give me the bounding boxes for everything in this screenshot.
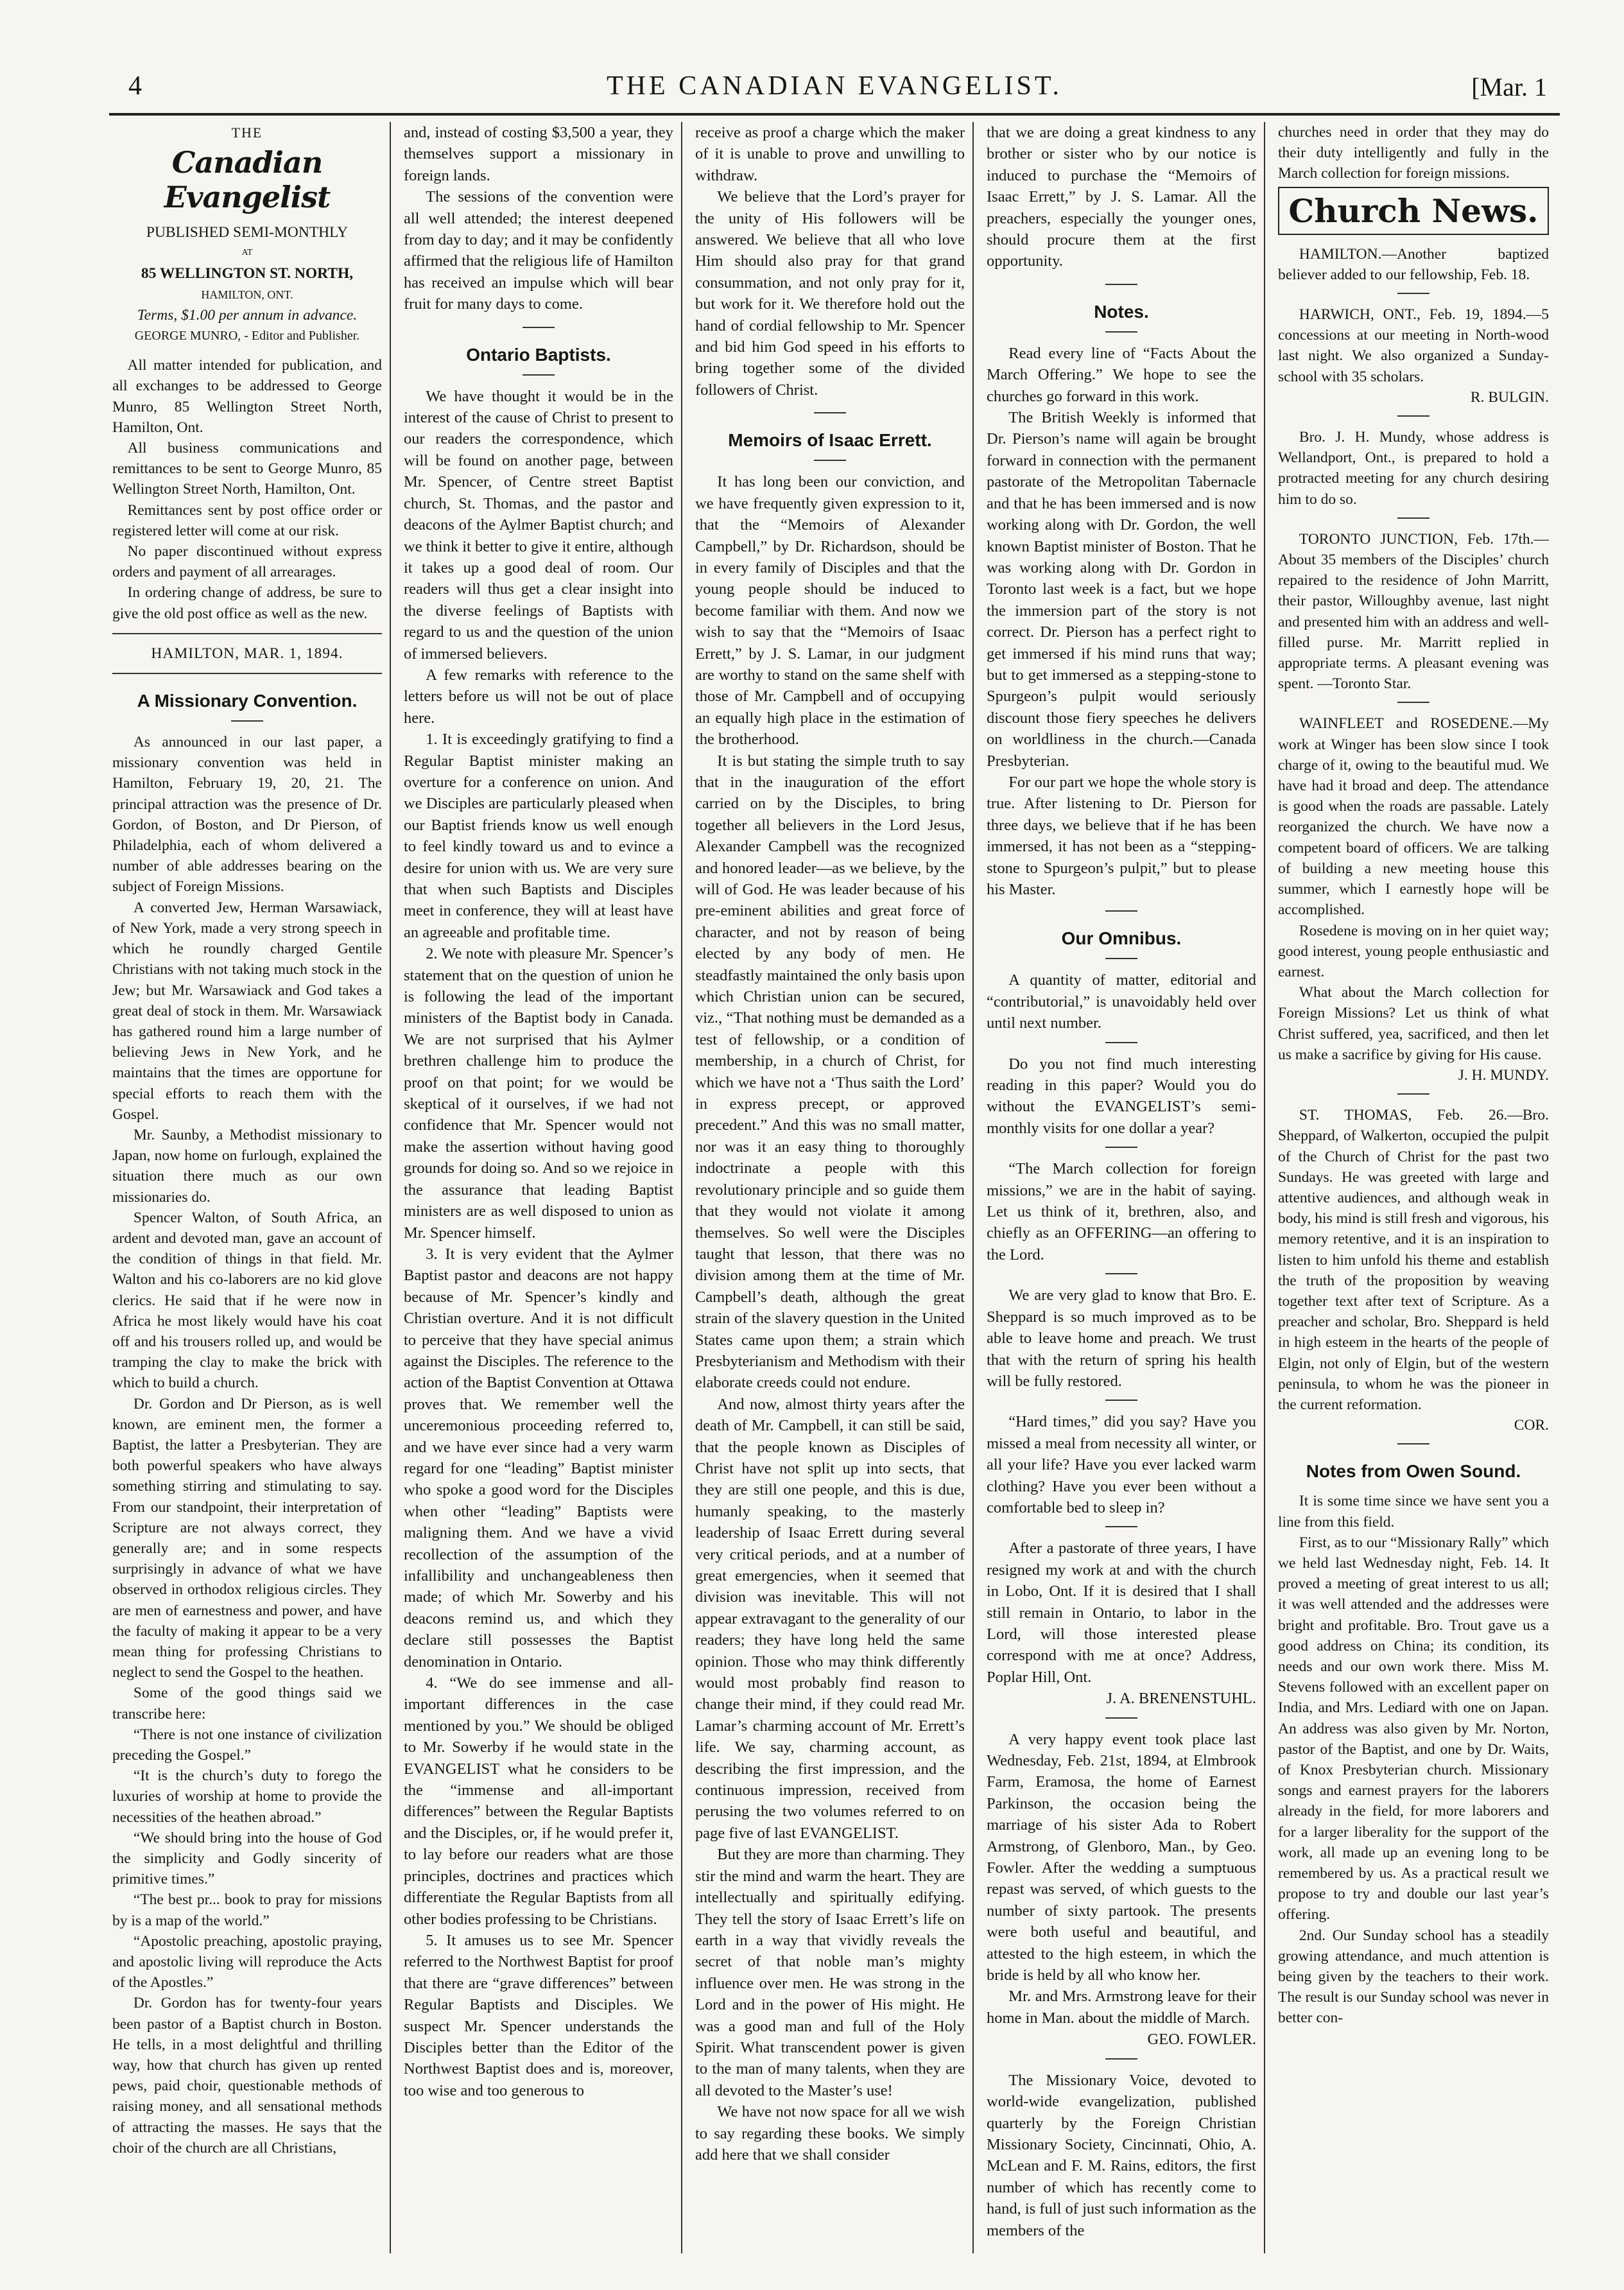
masthead-notice: In ordering change of address, be sure to give the old post office as well as the new. [112,584,382,622]
paragraph: For our part we hope the whole story is true. After listening to Dr. Pierson for three days, we believe that if he has been immersed, it has not been as a “stepping-stone to Spurgeon’s pulpit,” but to please his Master. [987,773,1256,898]
divider [1105,284,1137,285]
masthead-title: Canadian Evangelist [164,145,331,214]
paragraph: that we are doing a great kindness to any brother or sister who by our notice is induced to purchase the “Memoirs of Isaac Errett,” by J. S. Lamar. All the preachers, especially the younger ones, should procure them at the first opportunity. [987,124,1256,270]
paragraph: Read every line of “Facts About the March Offering.” We hope to see the churches go forward in this work. [987,344,1256,405]
paragraph: “Hard times,” did you say? Have you missed a meal from necessity all winter, or all your life? Have you ever lacked warm clothing? Have you ever been without a comfortable bed to sleep in? [987,1413,1256,1516]
divider [1105,1042,1137,1043]
paragraph: After a pastorate of three years, I have resigned my work at and with the church in Lobo, Ont. If it is desired that I shall still remain in Ontario, to labor in the Lord, will those interested please correspond with me at once? Address, Poplar Hill, Ont. [987,1540,1256,1686]
paragraph: TORONTO JUNCTION, Feb. 17th.—About 35 members of the Disciples’ church repaired to the residence of John Marritt, their pastor, Willoughby avenue, last night and presented him with an address and well-filled purse. Mr. Marritt replied in appropriate terms. A pleasant evening was spent. —Toronto Star. [1278,530,1549,693]
column-5 [1278,122,1557,2253]
church-news-title: Church News. [1288,191,1539,230]
newspaper-columns [112,122,1557,2253]
masthead-notice: Remittances sent by post office order or registered letter will come at our risk. [112,501,382,539]
divider [814,412,846,413]
divider [1105,1717,1137,1719]
header-rule [109,113,1560,116]
paragraph: ST. THOMAS, Feb. 26.—Bro. Sheppard, of Walkerton, occupied the pulpit of the Church of Christ for the past two Sundays. He was greeted with large and attentive audiences, and although weak in body, his mind is still fresh and vigorous, his memory retentive, and it is an inspiration to listen to him unfold his theme and establish the truth of the proposition by weaving together text after text of Scripture. As a preacher and scholar, Bro. Sheppard is held in high esteem in the hearts of the people of Elgin, not only of Elgin, but of the western peninsula, to whom he was the pioneer in the current reformation. [1278,1107,1549,1413]
signature: GEO. FOWLER. [1147,2031,1256,2049]
paragraph: A few remarks with reference to the letters before us will not be out of place here. [404,666,673,727]
paragraph: A converted Jew, Herman Warsawiack, of New York, made a very strong speech in which he roundly charged Gentile Christians with not taking much stock in the Jew; but Mr. Warsawiack and God takes a great deal of stock in them. Mr. Warsawiack has gathered round him a large number of believing Jews in New York, and he maintains that the times are opportune for special efforts to reach them with the Gospel. [112,899,382,1123]
paragraph: As announced in our last paper, a missionary convention was held in Hamilton, February 19, 20, 21. The principal attraction was the presence of Dr. Gordon, of Boston, and Dr Pierson, of Philadelphia, each of whom delivered a number of able addresses bearing on the subject of Foreign Missions. [112,734,382,896]
divider [112,673,382,674]
masthead-notice: All matter intended for publication, and all exchanges to be addressed to George Munro, 85 Wellington Street North, Hamilton, Ont. [112,357,382,436]
divider [1397,1093,1430,1095]
issue-date: [Mar. 1 [1471,73,1547,101]
divider [112,633,382,634]
divider [1105,1147,1137,1148]
masthead-notice: No paper discontinued without express orders and payment of all arrearages. [112,543,382,581]
paragraph: First, as to our “Missionary Rally” which we held last Wednesday night, Feb. 14. It proved a meeting of great interest to us all; it was well attended and the addresses were bright and profitable. Bro. Trout gave us a good address on China; its condition, its needs and our own work there. Miss M. Stevens followed with an excellent paper on India, and Mrs. Lediard with one on Japan. An address was also given by Mr. Norton, pastor of the Baptist, and one by Dr. Waits, of Knox Presbyterian church. Missionary songs and earnest prayers for the laborers already in the field, for more laborers and for a larger liberality for the support of the work, all made up an evening long to be remembered by us. As a practical result we propose to try and double our last year’s offering. [1278,1534,1549,1923]
column-2 [404,122,682,2253]
divider [814,460,846,461]
column-1 [112,122,391,2253]
column-4 [987,122,1265,2253]
article-heading: A Missionary Convention. [137,691,358,711]
paragraph: It is some time since we have sent you a line from this field. [1278,1493,1549,1531]
paragraph: The British Weekly is informed that Dr. Pierson’s name will again be brought forward in connection with the permanent pastorate of the Metropolitan Tabernacle and that he has been immersed and is now working along with Dr. Gordon, the well known Baptist minister of Boston. That he was working along with Dr. Gordon in Toronto last week is a fact, but we hope the immersion part of the story is not correct. Dr. Pierson has a perfect right to get immersed if his mind runs that way; but to get immersed as a stepping-stone to Spurgeon’s pulpit would seriously discount those fiery speeches he delivers on worldliness in the church.—Canada Presbyterian. [987,409,1256,770]
divider [523,374,555,376]
page-header [109,64,1560,109]
paragraph: “Apostolic preaching, apostolic praying, and apostolic living will reproduce the Acts of the Apostles.” [112,1932,382,1991]
paragraph: Dr. Gordon and Dr Pierson, as is well known, are eminent men, the former a Baptist, the latter a Presbyterian. They are both powerful speakers who have always something stirring and stimulating to say. From our standpoint, their interpretation of Scripture are not always correct, they generally are; and in some respects surprisingly in advance of what we have observed in orthodox religious circles. They are men of earnestness and power, and have the faculty of making it appear to be a very mean thing for professing Christians to neglect to send the Gospel to the heathen. [112,1395,382,1681]
paragraph: We believe that the Lord’s prayer for the unity of His followers will be answered. We believe that all who love Him should also pray for that grand consummation, and not only pray for it, but work for it. We therefore hold out the hand of cordial fellowship to Mr. Spencer and bid him God speed in his efforts to bring together some of the divided followers of Christ. [695,188,965,399]
divider [231,720,263,722]
masthead-city: HAMILTON, ONT. [201,288,293,301]
paragraph: Dr. Gordon has for twenty-four years been pastor of a Baptist church in Boston. He tells, in a most delightful and thrilling way, how that church has given up rented pews, paid choir, questionable methods of raising money, and all sensational methods of attracting the masses. He says that the choir of the church are all Christians, [112,1995,382,2156]
paragraph: receive as proof a charge which the maker of it is unable to prove and unwilling to withdraw. [695,124,965,184]
paragraph: HARWICH, ONT., Feb. 19, 1894.—5 concessions at our meeting in North-wood last night. We also organized a Sunday-school with 35 scholars. [1278,306,1549,385]
divider [1397,517,1430,519]
masthead-at: AT [241,248,253,258]
paragraph: 2. We note with pleasure Mr. Spencer’s statement that on the question of union he is following the lead of the important ministers of the Baptist body in Canada. We are not surprised that his Aylmer brethren challenge him to produce the proof on that point; for we would be skeptical of it ourselves, if we had not confidence that Mr. Spencer would not make the assertion without having good grounds for doing so. And so we rejoice in the assurance that leading Baptist ministers are as well disposed to union as Mr. Spencer himself. [404,945,673,1242]
paragraph: A quantity of matter, editorial and “contributorial,” is unavoidably held over until next number. [987,971,1256,1032]
paragraph: We are very glad to know that Bro. E. Sheppard is so much improved as to be able to leave home and preach. We trust that with the return of spring his health will be fully restored. [987,1287,1256,1390]
paragraph: churches need in order that they may do their duty intelligently and fully in the March collection for foreign missions. [1278,124,1549,182]
divider [1105,910,1137,912]
section-heading-notes: Notes. [1094,301,1149,322]
paragraph: WAINFLEET and ROSEDENE.—My work at Winger has been slow since I took charge of it, owing to the beautiful mud. We have had it broad and deep. The attendance is good when the roads are passable. Lately reorganized the church. We have now a competent board of officers. We are talking of building a new meeting house this summer, which I earnestly hope will be accomplished. [1278,715,1549,919]
paragraph: “The March collection for foreign missions,” we are in the habit of saying. Let us think of it, brethren, also, and chiefly as an OFFERING—an offering to the Lord. [987,1160,1256,1263]
divider [523,327,555,328]
paragraph: It is but stating the simple truth to say that in the inauguration of the effort carried on by the Disciples, to bring together all believers in the Lord Jesus, Alexander Campbell was the recognized and honored leader—as we believe, by the will of God. He was leader because of his pre-eminent abilities and great force of character, and not by reason of being elected by any body of men. He steadfastly maintained the only basis upon which Christian union can be secured, viz., “That nothing must be demanded as a test of fellowship, or a condition of membership, in a church of Christ, for which we have not a ‘Thus saith the Lord’ in express precept, or approved precedent.” And this was no small matter, nor was it an easy thing to thoroughly indoctrinate a people with this revolutionary principle and so guide them that they would not violate it among themselves. So well were the Disciples taught that lesson, that there was no division among them at the time of Mr. Campbell’s death, although the great strain of the slavery question in the United States came upon them; a strain which Presbyterianism and Methodism with their elaborate creeds could not endure. [695,752,965,1392]
paragraph: 4. “We do see immense and all-important differences in the case mentioned by you.” We should be obliged to Mr. Sowerby if he would state in the EVANGELIST what he considers to be the “immense and all-important differences” between the Regular Baptists and the Disciples, or, if he would prefer it, to lay before our readers what are those principles, doctrines and practices which differentiate the Regular Baptists from all other bodies professing to be Christians. [404,1674,673,1928]
church-news-banner [1278,187,1549,235]
masthead-terms: Terms, $1.00 per annum in advance. [137,306,358,324]
masthead-notice: All business communications and remittances to be sent to George Munro, 85 Wellington Street North, Hamilton, Ont. [112,440,382,498]
column-3 [695,122,974,2253]
signature: J. A. BRENENSTUHL. [1106,1690,1256,1708]
paragraph: and, instead of costing $3,500 a year, they themselves support a missionary in foreign lands. [404,124,673,184]
running-title: THE CANADIAN EVANGELIST. [607,71,1062,101]
paragraph: “The best pr... book to pray for missions by is a map of the world.” [112,1891,382,1929]
paragraph: 3. It is very evident that the Aylmer Baptist pastor and deacons are not happy because of Mr. Spencer’s kindly and Christian overture. And it is not difficult to perceive that they have special animus against the Disciples. The reference to the action of the Baptist Convention at Ottawa proves that. We remember well the unceremonious proceeding referred to, and we have ever since had a very warm regard for one “leading” Baptist minister who spoke a good word for the Disciples when other “leading” Baptists were maligning them. And we have a vivid recollection of the assumption of the infallibility and unchangeableness then made; of which Mr. Sowerby and his deacons remind us, and which they declare still possesses the Baptist denomination in Ontario. [404,1245,673,1670]
divider [1105,1400,1137,1401]
paragraph: HAMILTON.—Another baptized believer added to our fellowship, Feb. 18. [1278,245,1549,283]
divider [1397,415,1430,417]
divider [1105,1273,1137,1274]
paragraph: And now, almost thirty years after the death of Mr. Campbell, it can still be said, that the people known as Disciples of Christ have not split up into sects, that they are still one people, and this is due, humanly speaking, to the masterly leadership of Isaac Errett during several very critical periods, and at a number of great emergencies, when it seemed that division was inevitable. This will not appear extravagant to the generality of our readers; they have long held the same opinion. Those who may think differently would most probably find reason to change their mind, if they could read Mr. Lamar’s charming account of Mr. Errett’s life. We say, charming account, as describing the first impression, and the continuous impression, received from perusing the two volumes referred to on page five of last EVANGELIST. [695,1395,965,1842]
article-heading: Ontario Baptists. [466,344,611,365]
divider [1105,2058,1137,2060]
divider [1397,1443,1430,1444]
paragraph: But they are more than charming. They stir the mind and warm the heart. They are intellectually and spiritually edifying. They tell the story of Isaac Errett’s life on earth in a way that vividly reveals the secret of that noble man’s mighty influence over men. He was strong in the Lord and in the power of His might. He was a good man and full of the Holy Spirit. What transcendent power is given to the man of many talents, when they are all devoted to the Master’s use! [695,1846,965,2099]
signature: J. H. MUNDY. [1458,1066,1549,1084]
masthead-editor: GEORGE MUNRO, - Editor and Publisher. [134,329,360,343]
article-heading: Notes from Owen Sound. [1306,1461,1521,1482]
paragraph: Some of the good things said we transcribe here: [112,1685,382,1722]
paragraph: “We should bring into the house of God the simplicity and Godly sincerity of primitive times.” [112,1829,382,1888]
paragraph: Do you not find much interesting reading in this paper? Would you do without the EVANGELIST’s semi-monthly visits for one dollar a year? [987,1055,1256,1137]
dateline: HAMILTON, MAR. 1, 1894. [151,645,343,662]
paragraph: Rosedene is moving on in her quiet way; good interest, young people enthusiastic and earnest. [1278,922,1549,980]
paragraph: “It is the church’s duty to forego the luxuries of worship at home to provide the necessities of the heathen abroad.” [112,1767,382,1826]
paragraph: “There is not one instance of civilization preceding the Gospel.” [112,1726,382,1764]
divider [1397,293,1430,294]
paragraph: It has long been our conviction, and we have frequently given expression to it, that the “Memoirs of Alexander Campbell,” by Dr. Richardson, should be in every family of Disciples and that the young people should be induced to become familiar with them. And now we wish to say that the “Memoirs of Isaac Errett,” by J. S. Lamar, in our judgment are worthy to stand on the same shelf with those of Mr. Campbell and of occupying an equally high place in the estimation of the brotherhood. [695,473,965,749]
paragraph: We have thought it would be in the interest of the cause of Christ to present to our readers the correspondence, which will be found on another page, between Mr. Spencer, of Centre street Baptist church, St. Thomas, and the pastor and deacons of the Aylmer Baptist church; and we think it better to give it entire, although it takes up a good deal of room. Our readers will thus get a clear insight into the diverse feelings of Baptists with regard to us and the question of the union of immersed believers. [404,387,673,663]
paragraph: 1. It is exceedingly gratifying to find a Regular Baptist minister making an overture for a conference on union. And we Disciples are particularly pleased when our Baptist friends know us well enough to feel kindly toward us and to evince a desire for union with us. We are very sure that when such Baptists and Disciples meet in conference, they will at least have an agreeable and profitable time. [404,731,673,941]
paragraph: Spencer Walton, of South Africa, an ardent and devoted man, gave an account of the condition of things in that field. Mr. Walton and his co-laborers are no kid glove clerics. He said that if he were now in Africa he most likely would have his coat off and his trousers rolled up, and would be tramping the clay to make the brick with which to build a church. [112,1209,382,1392]
paragraph: 5. It amuses us to see Mr. Spencer referred to the Northwest Baptist for proof that there are “grave differences” between Regular Baptists and Disciples. We suspect Mr. Spencer understands the Disciples better than the Editor of the Northwest Baptist does and is, moreover, too wise and too generous to [404,1931,673,2099]
masthead-address: 85 WELLINGTON ST. NORTH, [141,265,354,282]
paragraph: 2nd. Our Sunday school has a steadily growing attendance, and much attention is being given by the teachers to their work. The result is our Sunday school was never in better con- [1278,1927,1549,2027]
divider [1105,1526,1137,1527]
paragraph: The Missionary Voice, devoted to world-wide evangelization, published quarterly by the Foreign Christian Missionary Society, Cincinnati, Ohio, A. McLean and F. M. Rains, editors, the first number of which has recently come to hand, is full of just such information as the members of the [987,2071,1256,2239]
page-number: 4 [128,71,142,101]
paragraph: A very happy event took place last Wednesday, Feb. 21st, 1894, at Elmbrook Farm, Eramosa, the home of Earnest Parkinson, the occasion being the marriage of his sister Ada to Robert Armstrong, of Glenboro, Man., by Geo. Fowler. After the wedding a sumptuous repast was served, of which guests to the number of sixty partook. The presents were both useful and beautiful, and attested to the high esteem, in which the bride is held by all who know her. [987,1730,1256,1984]
masthead-the: THE [231,125,263,141]
signature: R. BULGIN. [1470,388,1549,406]
signature: COR. [1514,1417,1549,1434]
paragraph: We have not now space for all we wish to say regarding these books. We simply add here that we shall consider [695,2103,965,2164]
divider [1397,702,1430,703]
paragraph: The sessions of the convention were all well attended; the interest deepened from day to day; and it may be confidently affirmed that the religious life of Hamilton has received an impulse which will bear fruit for many days to come. [404,188,673,313]
paragraph: Mr. Saunby, a Methodist missionary to Japan, now home on furlough, explained the situation there much as our own missionaries do. [112,1126,382,1206]
divider [1105,331,1137,333]
paragraph: What about the March collection for Foreign Missions? Let us think of what Christ suffered, yea, sacrificed, and then let us make a sacrifice by giving for His cause. [1278,984,1549,1063]
divider [1105,958,1137,959]
paragraph: Bro. J. H. Mundy, whose address is Wellandport, Ont., is prepared to hold a protracted meeting for any church desiring him to do so. [1278,429,1549,508]
article-heading: Memoirs of Isaac Errett. [728,430,932,451]
paragraph: Mr. and Mrs. Armstrong leave for their home in Man. about the middle of March. [987,1988,1256,2027]
masthead-published: PUBLISHED SEMI-MONTHLY [146,224,349,241]
section-heading-omnibus: Our Omnibus. [1061,928,1182,949]
